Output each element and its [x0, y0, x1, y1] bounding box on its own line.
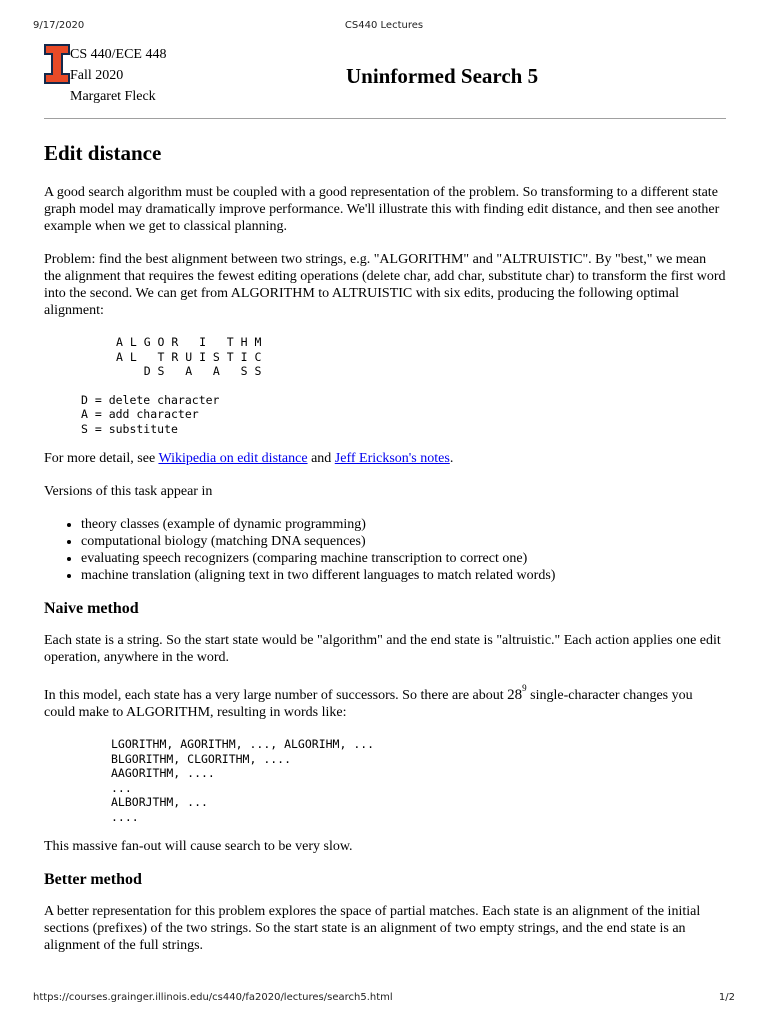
math-exponent: 9	[522, 683, 527, 693]
more-detail-suffix: .	[449, 451, 454, 466]
illinois-logo-icon	[44, 44, 70, 84]
naive-paragraph-2	[44, 682, 726, 721]
print-page-number: 1/2	[718, 992, 735, 1003]
list-item: • computational biology (matching DNA sequences)	[81, 533, 726, 550]
course-instructor: Margaret Fleck	[70, 89, 156, 104]
print-date: 9/17/2020	[33, 20, 85, 31]
versions-list	[44, 516, 726, 584]
math-base: 28	[507, 687, 523, 703]
more-detail-and: and	[307, 451, 335, 466]
naive-para2-prefix: In this model, each state has a very large number of successors. So there are about	[44, 688, 508, 703]
header-divider	[44, 118, 726, 119]
erickson-notes-link[interactable]: Jeff Erickson's notes	[334, 451, 450, 466]
heading-better-method: Better method	[44, 871, 142, 888]
list-item: • evaluating speech recognizers (comparing machine transcription to correct one)	[81, 550, 726, 567]
masthead	[44, 44, 726, 118]
list-item: • machine translation (aligning text in two different languages to match related words)	[81, 567, 726, 584]
heading-naive-method: Naive method	[44, 600, 139, 617]
better-paragraph-1: A better representation for this problem explores the space of partial matches. Each state is an alignment of the initial sections (prefixes) of the two strings. So the start state is an alignment of two empty strings, and the end state is an alignment of the full strings.	[44, 904, 701, 953]
alignment-example: A L G O R I T H M A L T R U I S T I C D S A A S S	[116, 335, 262, 378]
print-url: https://courses.grainger.illinois.edu/cs440/fa2020/lectures/search5.html	[33, 992, 393, 1003]
wikipedia-link[interactable]: Wikipedia on edit distance	[158, 451, 308, 466]
more-detail-prefix: For more detail, see	[44, 451, 159, 466]
course-term: Fall 2020	[70, 68, 124, 83]
naive-paragraph-1: Each state is a string. So the start state would be "algorithm" and the end state is "altruistic." Each action applies one edit operation, anywhere in the word.	[44, 633, 721, 665]
versions-intro: Versions of this task appear in	[44, 484, 213, 499]
more-detail-paragraph	[44, 450, 726, 467]
naive-paragraph-3: This massive fan-out will cause search to be very slow.	[44, 839, 353, 854]
intro-paragraph: A good search algorithm must be coupled with a good representation of the problem. So transforming to a different state graph model may dramatically improve performance. We'll illustrate this with finding edit distance, and then see another example when we get to classical planning.	[44, 185, 720, 234]
math-expression	[507, 683, 527, 703]
problem-paragraph: Problem: find the best alignment between two strings, e.g. "ALGORITHM" and "ALTRUISTIC". By "best," we mean the alignment that requires the fewest editing operations (delete char, add char, substitute char) to transform the first word into the second. We can get from ALGORITHM to ALTRUISTIC with six edits, producing the following optimal alignment:	[44, 252, 726, 318]
list-item: • theory classes (example of dynamic programming)	[81, 516, 726, 533]
course-info	[70, 44, 166, 107]
successor-examples: LGORITHM, AGORITHM, ..., ALGORIHM, ... BLGORITHM, CLGORITHM, .... AAGORITHM, .... ... ALBORJTHM, ... ....	[111, 737, 375, 824]
page-content	[44, 44, 726, 970]
lecture-title: Uninformed Search 5	[346, 64, 539, 88]
course-number: CS 440/ECE 448	[70, 47, 167, 62]
operation-legend: D = delete character A = add character S = substitute	[81, 392, 220, 436]
naive-para2-suffix: single-character changes you could make to ALGORITHM, resulting in words like:	[44, 688, 693, 720]
heading-edit-distance: Edit distance	[44, 141, 162, 165]
print-title: CS440 Lectures	[344, 20, 424, 31]
